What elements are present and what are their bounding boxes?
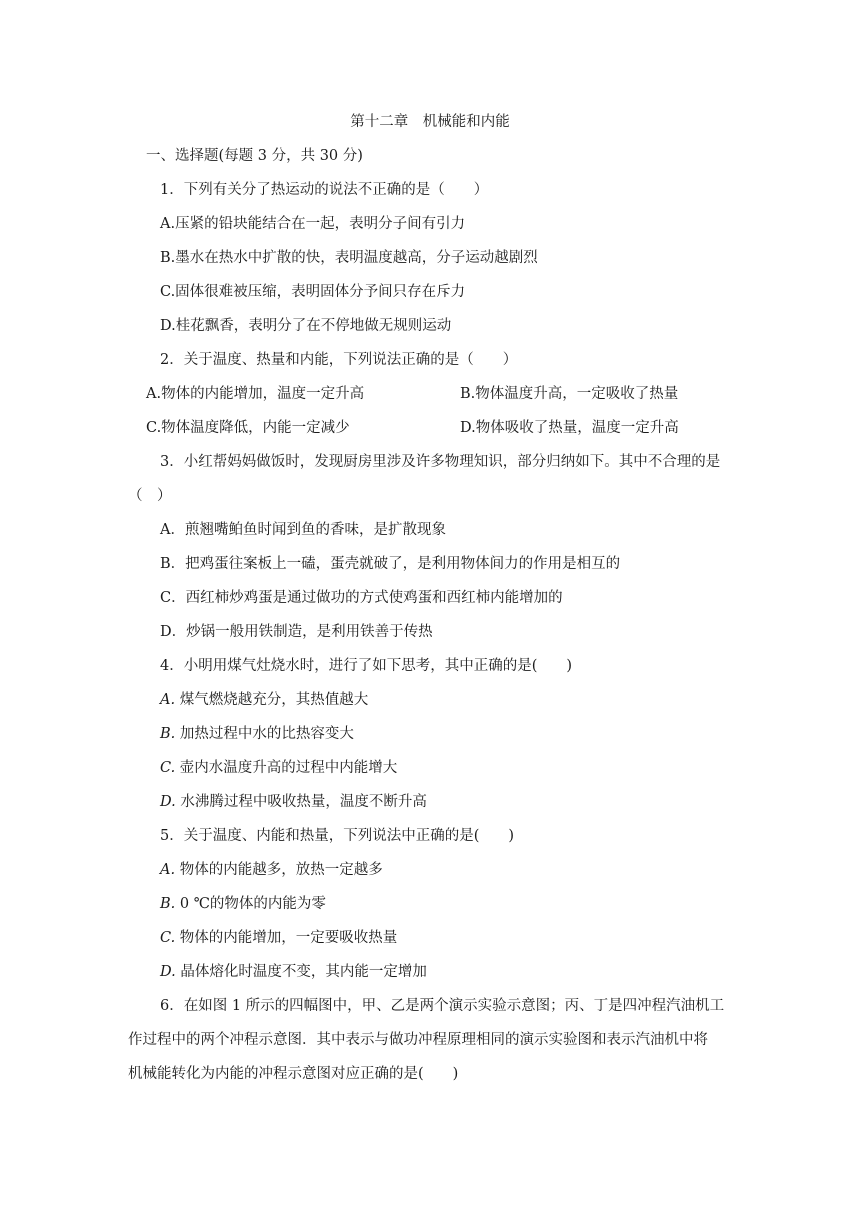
option-letter: B. — [160, 726, 176, 742]
question-4-option-b — [160, 724, 354, 744]
option-letter: A. — [160, 692, 176, 708]
question-3-stem-continued: （ ） — [128, 488, 172, 504]
section-heading: 一、选择题(每题 3 分，共 30 分) — [146, 148, 363, 164]
option-letter: B. — [160, 896, 176, 912]
question-3-option-b: B．把鸡蛋往案板上一磕，蛋壳就破了，是利用物体间力的作用是相互的 — [160, 556, 621, 572]
question-2-stem: 2．关于温度、热量和内能，下列说法正确的是（ ） — [160, 352, 518, 368]
question-3-option-d: D．炒锅一般用铁制造，是利用铁善于传热 — [160, 624, 433, 640]
question-4-option-c — [160, 758, 397, 778]
option-text: 0 ℃的物体的内能为零 — [179, 896, 326, 912]
option-text: 晶体熔化时温度不变，其内能一定增加 — [180, 964, 427, 980]
question-3-option-a: A．煎翘嘴鲌鱼时闻到鱼的香味，是扩散现象 — [160, 522, 446, 538]
question-1-option-a: A.压紧的铅块能结合在一起，表明分子间有引力 — [160, 216, 466, 232]
question-2-option-b: B.物体温度升高，一定吸收了热量 — [460, 386, 679, 402]
question-2-option-d: D.物体吸收了热量，温度一定升高 — [460, 420, 679, 436]
option-text: 壶内水温度升高的过程中内能增大 — [179, 760, 398, 776]
question-6-line-1: 6．在如图 1 所示的四幅图中，甲、乙是两个演示实验示意图；丙、丁是四冲程汽油机工 — [160, 998, 725, 1014]
question-5-option-c — [160, 928, 397, 948]
question-1-stem: 1．下列有关分了热运动的说法不正确的是（ ） — [160, 182, 489, 198]
question-1-option-d: D.桂花飘香，表明分了在不停地做无规则运动 — [160, 318, 452, 334]
question-5-option-b — [160, 894, 326, 914]
question-1-option-c: C.固体很难被压缩，表明固体分予间只存在斥力 — [160, 284, 466, 300]
question-5-stem: 5．关于温度、内能和热量，下列说法中正确的是( ) — [160, 828, 515, 844]
option-letter: D. — [160, 794, 176, 810]
question-3-option-c: C．西红柿炒鸡蛋是通过做功的方式使鸡蛋和西红柿内能增加的 — [160, 590, 563, 606]
option-letter: A. — [160, 862, 176, 878]
question-5-option-a — [160, 860, 383, 880]
question-4-option-a — [160, 690, 368, 710]
question-2-option-a: A.物体的内能增加，温度一定升高 — [146, 386, 365, 402]
option-letter: C. — [160, 760, 176, 776]
question-6-line-2: 作过程中的两个冲程示意图．其中表示与做功冲程原理相同的演示实验图和表示汽油机中将 — [128, 1032, 708, 1048]
question-5-option-d — [160, 962, 427, 982]
option-text: 物体的内能越多，放热一定越多 — [179, 862, 383, 878]
question-2-option-c: C.物体温度降低，内能一定减少 — [146, 420, 350, 436]
question-3-stem: 3．小红帮妈妈做饭时，发现厨房里涉及许多物理知识，部分归纳如下。其中不合理的是 — [160, 454, 721, 470]
question-4-stem: 4．小明用煤气灶烧水时，进行了如下思考，其中正确的是( ) — [160, 658, 573, 674]
option-letter: C. — [160, 930, 176, 946]
option-letter: D. — [160, 964, 176, 980]
question-6-line-3: 机械能转化为内能的冲程示意图对应正确的是( ) — [128, 1066, 459, 1082]
question-1-option-b: B.墨水在热水中扩散的快，表明温度越高，分子运动越剧烈 — [160, 250, 538, 266]
page-title: 第十二章 机械能和内能 — [350, 114, 510, 130]
option-text: 物体的内能增加，一定要吸收热量 — [179, 930, 398, 946]
option-text: 煤气燃烧越充分，其热值越大 — [179, 692, 369, 708]
question-4-option-d — [160, 792, 427, 812]
option-text: 水沸腾过程中吸收热量，温度不断升高 — [180, 794, 427, 810]
option-text: 加热过程中水的比热容变大 — [179, 726, 354, 742]
